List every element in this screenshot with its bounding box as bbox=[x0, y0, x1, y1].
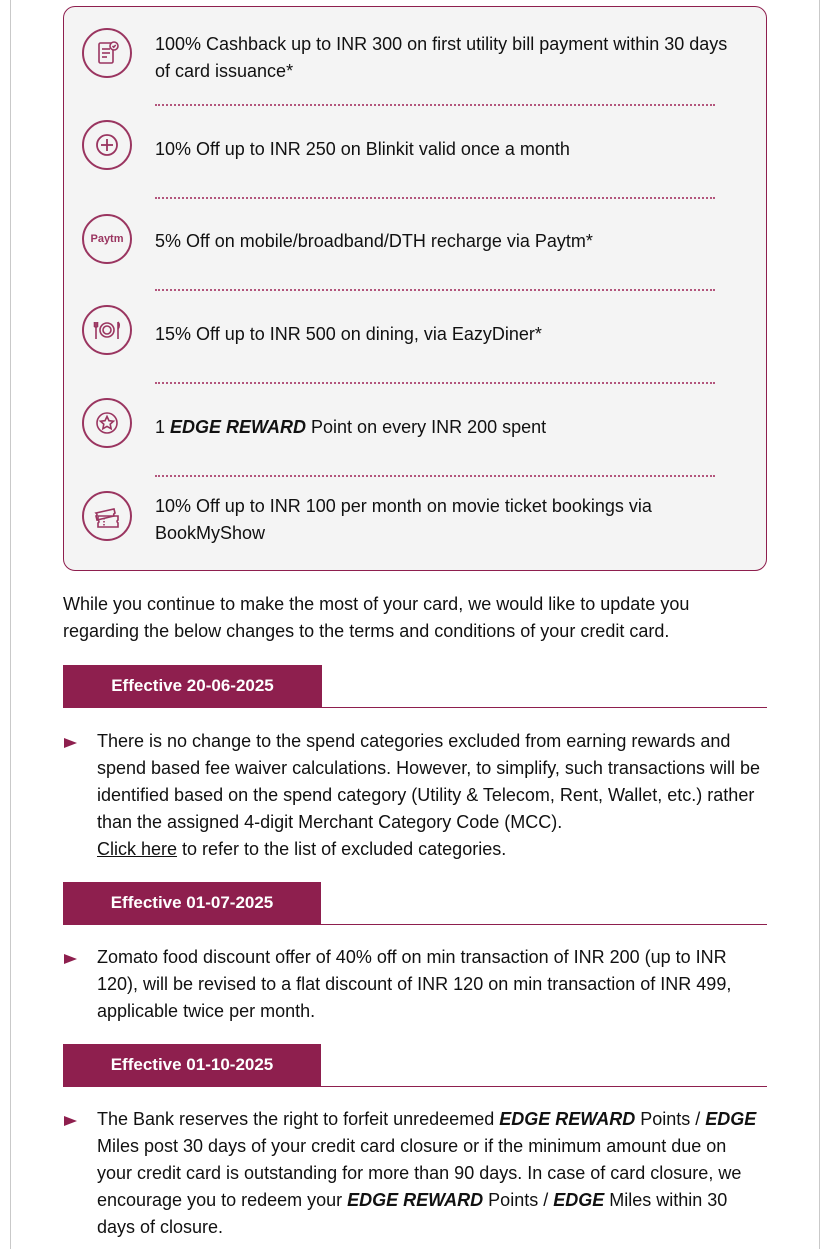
edge-brand: EDGE bbox=[705, 1109, 757, 1129]
edge-reward-brand: EDGE REWARD bbox=[170, 417, 307, 437]
effective-date-tag: Effective 01-10-2025 bbox=[63, 1044, 321, 1086]
click-here-link[interactable]: Click here bbox=[97, 839, 178, 859]
link-suffix-text: to refer to the list of excluded categories. bbox=[177, 839, 507, 859]
benefit-text-suffix: Point on every INR 200 spent bbox=[306, 417, 547, 437]
dining-plate-icon bbox=[82, 305, 132, 355]
edge-brand: EDGE bbox=[553, 1190, 605, 1210]
benefit-text: 100% Cashback up to INR 300 on first utility bill payment within 30 days of card issuance* bbox=[155, 34, 728, 81]
text-part: Miles within 30 days of closure. bbox=[97, 1190, 728, 1237]
benefit-text: 10% Off up to INR 100 per month on movie ticket bookings via BookMyShow bbox=[155, 496, 652, 543]
bullet-body: There is no change to the spend categories excluded from earning rewards and spend based fee waiver calculations. However, to simplify, such transactions will be identified based on the spend category (Utility & Telecom, Rent, Wallet, etc.) rather than the assigned 4-digit Merchant Category Code (MCC). bbox=[97, 731, 760, 832]
section-header bbox=[63, 882, 767, 925]
email-right-border bbox=[819, 0, 820, 1249]
star-badge-icon bbox=[82, 398, 132, 448]
movie-ticket-icon bbox=[82, 491, 132, 541]
bullet-text bbox=[97, 1106, 761, 1241]
benefit-text: 10% Off up to INR 250 on Blinkit valid once a month bbox=[155, 139, 570, 159]
divider bbox=[155, 382, 715, 384]
paytm-logo-text: Paytm bbox=[90, 233, 124, 245]
benefit-text: 15% Off up to INR 500 on dining, via EazyDiner* bbox=[155, 324, 542, 344]
bullet-text: Zomato food discount offer of 40% off on min transaction of INR 200 (up to INR 120), will be revised to a flat discount of INR 120 on min transaction of INR 499, applicable twice per month. bbox=[97, 947, 732, 1021]
section-header bbox=[63, 665, 767, 708]
divider bbox=[155, 289, 715, 291]
text-part: Points / bbox=[483, 1190, 554, 1210]
bullet-arrow-icon bbox=[64, 738, 77, 748]
bullet-arrow-icon bbox=[64, 954, 77, 964]
text-part: The Bank reserves the right to forfeit unredeemed bbox=[97, 1109, 500, 1129]
divider bbox=[155, 104, 715, 106]
text-part: Points / bbox=[635, 1109, 706, 1129]
section-header bbox=[63, 1044, 767, 1087]
email-left-border bbox=[10, 0, 11, 1249]
text-part: Miles post 30 days of your credit card closure or if the minimum amount due on your credit card is outstanding for more than 90 days. In case of card closure, we encourage you to redeem your bbox=[97, 1136, 742, 1210]
bullet-text bbox=[97, 728, 767, 863]
benefit-text: 5% Off on mobile/broadband/DTH recharge via Paytm* bbox=[155, 231, 593, 251]
intro-paragraph: While you continue to make the most of your card, we would like to update you regarding the below changes to the terms and conditions of your credit card. bbox=[63, 594, 690, 641]
bullet-arrow-icon bbox=[64, 1116, 77, 1126]
divider bbox=[155, 475, 715, 477]
benefits-panel bbox=[63, 6, 767, 571]
edge-reward-brand: EDGE REWARD bbox=[347, 1190, 484, 1210]
bill-icon bbox=[82, 28, 132, 78]
benefit-text bbox=[155, 414, 735, 441]
effective-date-tag: Effective 20-06-2025 bbox=[63, 665, 322, 707]
divider bbox=[155, 197, 715, 199]
effective-date-tag: Effective 01-07-2025 bbox=[63, 882, 321, 924]
paytm-logo-icon bbox=[82, 214, 132, 264]
edge-reward-brand: EDGE REWARD bbox=[499, 1109, 636, 1129]
plus-circle-icon bbox=[82, 120, 132, 170]
benefit-text-prefix: 1 bbox=[155, 417, 171, 437]
